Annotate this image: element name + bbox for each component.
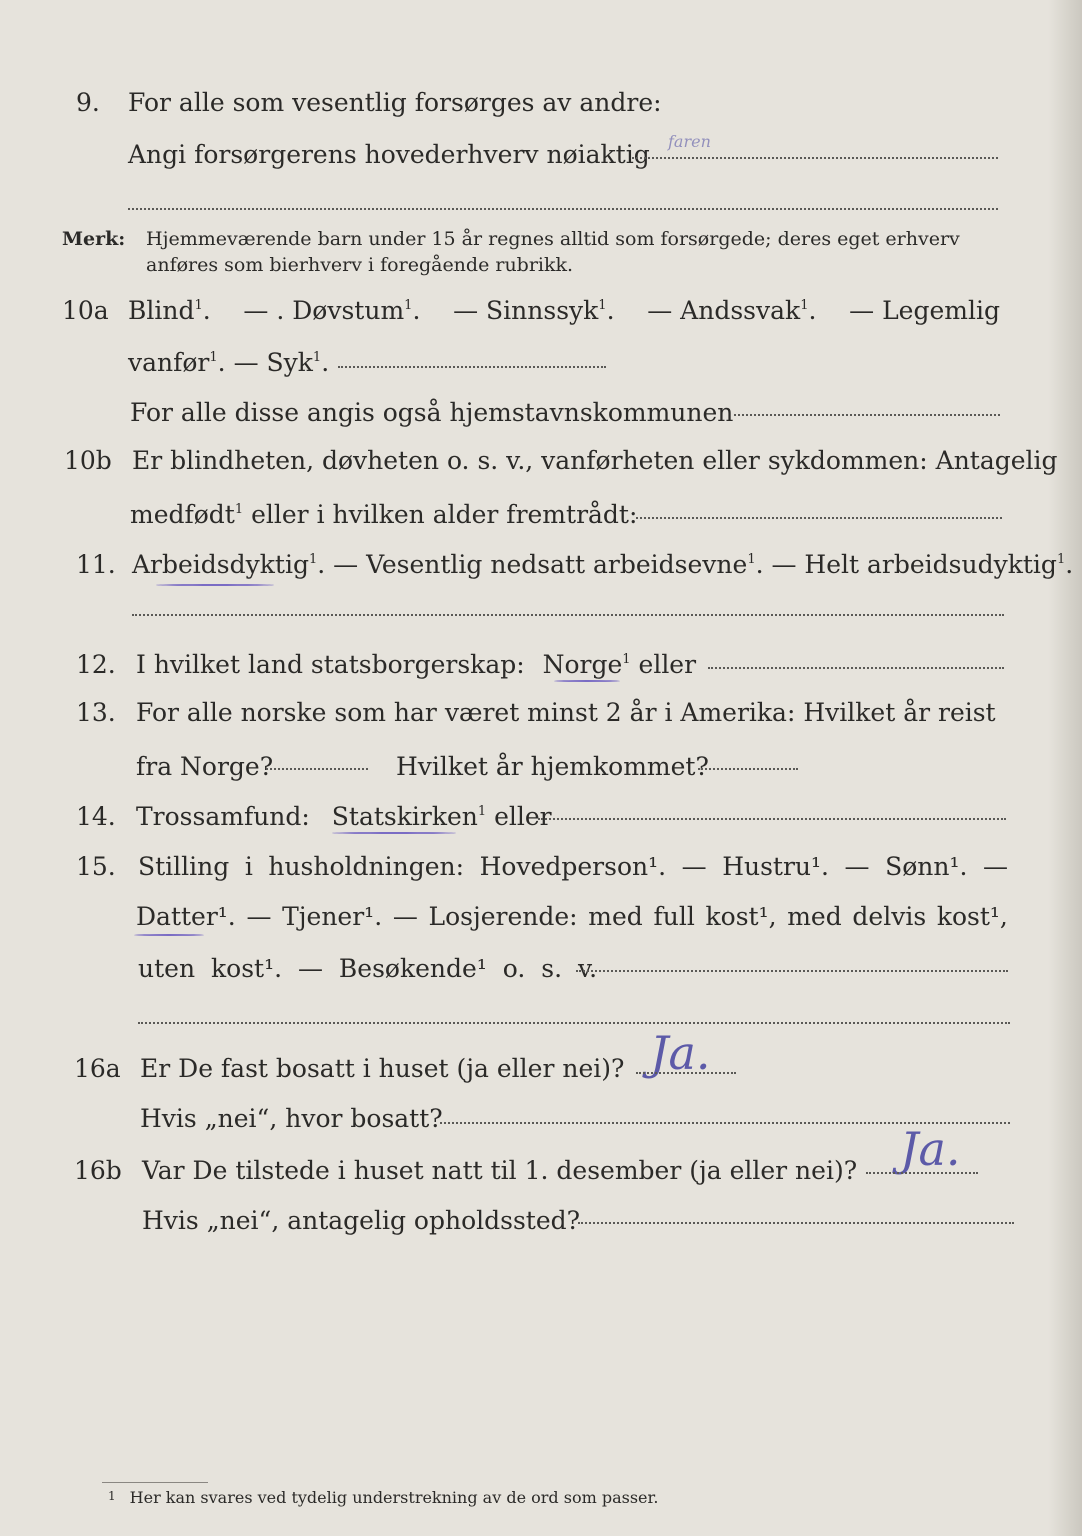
question-number: 10a	[62, 296, 109, 325]
option-hustru[interactable]: Hustru¹.	[722, 852, 829, 881]
question-number: 10b	[64, 446, 112, 475]
question-number: 9.	[76, 88, 100, 117]
option-legemlig[interactable]: — Legemlig	[849, 296, 1000, 325]
answer-line[interactable]	[128, 208, 998, 210]
option-datter[interactable]: Datter¹.	[136, 902, 236, 931]
answer-line[interactable]	[266, 768, 368, 770]
page-edge	[1048, 0, 1082, 1536]
census-form-page: 9. For alle som vesentlig forsørges av andre: Angi forsørgerens hovederhverv nøiaktig faren Merk: Hjemmeværende barn under 15 år regnes alltid som forsørgede; deres eget erhverv anføres som bierhverv i foregående rubrikk. 10a Blind$^1$. — . Døvstum$^1$. — Sinnssyk$^1$. — Andssvak$^1$. — Legemlig vanfør$^1$. — Syk$^1$. For alle disse angis også hjemstavnskommunen 10b Er blindheten, døvheten o. s. v., vanførheten eller sykdommen: Antagelig medfødt$^1$ eller i hvilken alder fremtrådt: 11. Arbeidsdyktig$^1$. — Vesentlig nedsatt arbeidsevne$^1$. — Helt arbeidsudyktig$^1$. 12. I hvilket land statsborgerskap: Norge$^1$ eller 13. For alle norske som har været minst 2 år i Amerika: Hvilket år reist fra Norge? Hvilket år hjemkommet? 14. Trossamfund: Statskirken$^1$ eller 15. Stilling i husholdningen: Hovedperson¹. — Hustru¹. — Sønn¹. — Datter¹. — Tjener¹. — Losjerende: med full kost¹, med delvis kost¹, uten kost¹. — Besøkende¹ o. s. v. 16a Er De fast bosatt i huset (ja eller nei)? Ja. Hvis „nei“, hvor bosatt? 16b Var De tilstede i huset natt til 1. desember (ja eller nei)? Ja. Hvis „nei“, antagelig opholdssted? 1 Her kan svares ved tydelig understrekning av de ord som passer.	[0, 0, 1082, 1536]
question-text: I hvilket land statsborgerskap:	[136, 650, 525, 679]
pencil-underline	[554, 680, 620, 682]
option-syk[interactable]: . — Syk	[217, 348, 313, 377]
pencil-underline	[156, 584, 274, 586]
question-text: Trossamfund:	[136, 802, 310, 831]
option-norge[interactable]: Norge	[542, 650, 623, 679]
handwritten-answer: Ja.	[900, 1122, 961, 1176]
answer-line[interactable]	[636, 517, 1002, 519]
question-number: 11.	[76, 550, 116, 579]
footnote-text: Her kan svares ved tydelig understrekning av de ord som passer.	[129, 1488, 659, 1507]
question-text: Var De tilstede i huset natt til 1. desember (ja eller nei)?	[142, 1156, 858, 1185]
question-text: eller i hvilken alder fremtrådt:	[243, 500, 638, 529]
option-full-kost[interactable]: kost¹,	[705, 902, 777, 931]
answer-line[interactable]	[576, 970, 1008, 972]
answer-line[interactable]	[708, 667, 1004, 669]
note-label: Merk:	[62, 228, 126, 250]
question-text: Er blindheten, døvheten o. s. v., vanførheten eller sykdommen: Antagelig	[132, 446, 1058, 475]
question-text: Angi forsørgerens hovederhverv nøiaktig	[128, 140, 650, 169]
pencil-underline	[134, 934, 204, 936]
footnote-mark: 1	[108, 1489, 116, 1503]
handwritten-answer: faren	[668, 132, 711, 151]
question-text: eller	[630, 650, 697, 679]
option-statskirken[interactable]: Statskirken	[331, 802, 478, 831]
question-number: 16b	[74, 1156, 122, 1185]
question-text: Er De fast bosatt i huset (ja eller nei)?	[140, 1054, 625, 1083]
question-number: 16a	[74, 1054, 121, 1083]
question-text: eller	[486, 802, 552, 831]
answer-line[interactable]	[138, 1022, 1010, 1024]
option-dovstum[interactable]: — . Døvstum$^1$.	[243, 296, 421, 325]
answer-line[interactable]	[632, 157, 998, 159]
option-losjerende[interactable]: Losjerende:	[428, 902, 578, 931]
answer-line[interactable]	[734, 414, 1000, 416]
option-arbeidsdyktig[interactable]: Arbeidsdyktig	[132, 550, 309, 579]
note	[62, 226, 960, 252]
question-options: Stilling i husholdningen: Hovedperson¹. — Hustru¹. — Sønn¹. —	[138, 852, 1008, 881]
answer-line[interactable]	[538, 818, 1006, 820]
question-number: 14.	[76, 802, 116, 831]
question-text: For alle norske som har været minst 2 år i Amerika: Hvilket år reist	[136, 698, 996, 727]
question-number: 15.	[76, 852, 116, 881]
option-sonn[interactable]: Sønn¹.	[885, 852, 968, 881]
answer-line[interactable]	[578, 1222, 1014, 1224]
question-text: Hvilket år hjemkommet?	[396, 752, 709, 781]
answer-line[interactable]	[698, 768, 798, 770]
answer-line[interactable]	[866, 1172, 978, 1174]
question-options: Datter¹. — Tjener¹. — Losjerende: med full kost¹, med delvis kost¹,	[136, 902, 1008, 931]
option-sinnssyk[interactable]: — Sinnssyk$^1$.	[453, 296, 615, 325]
footnote	[108, 1488, 659, 1507]
option-vanfor[interactable]: vanfør	[128, 348, 210, 377]
option-tjener[interactable]: Tjener¹.	[282, 902, 383, 931]
question-text: For alle disse angis også hjemstavnskommunen	[130, 398, 734, 427]
question-text: uten kost¹. — Besøkende¹ o. s. v.	[138, 954, 598, 983]
note-line2: anføres som bierhverv i foregående rubrikk.	[146, 254, 574, 276]
question-text: For alle som vesentlig forsørges av andre:	[128, 88, 662, 117]
question-text: Hvis „nei“, antagelig opholdssted?	[142, 1206, 581, 1235]
option-arbeidsudyktig[interactable]: . — Helt arbeidsudyktig	[755, 550, 1057, 579]
note-text: Hjemmeværende barn under 15 år regnes alltid som forsørgede; deres eget erhverv	[146, 228, 960, 250]
question-options	[128, 296, 1000, 326]
question-number: 13.	[76, 698, 116, 727]
question-text: fra Norge?	[136, 752, 274, 781]
answer-line[interactable]	[132, 614, 1004, 616]
answer-line[interactable]	[338, 366, 606, 368]
handwritten-answer: Ja.	[650, 1026, 711, 1080]
pencil-underline	[332, 832, 456, 834]
question-text: Hvis „nei“, hvor bosatt?	[140, 1104, 443, 1133]
answer-line[interactable]	[636, 1072, 736, 1074]
option-delvis-kost[interactable]: kost¹,	[936, 902, 1008, 931]
footnote-rule	[102, 1482, 208, 1483]
question-number: 12.	[76, 650, 116, 679]
option-blind[interactable]: Blind$^1$.	[128, 296, 211, 325]
option-nedsatt-arbeidsevne[interactable]: . — Vesentlig nedsatt arbeidsevne	[317, 550, 748, 579]
option-medfodt[interactable]: medfødt	[130, 500, 235, 529]
option-andssvak[interactable]: — Andssvak$^1$.	[647, 296, 817, 325]
option-hovedperson[interactable]: Hovedperson¹.	[479, 852, 667, 881]
